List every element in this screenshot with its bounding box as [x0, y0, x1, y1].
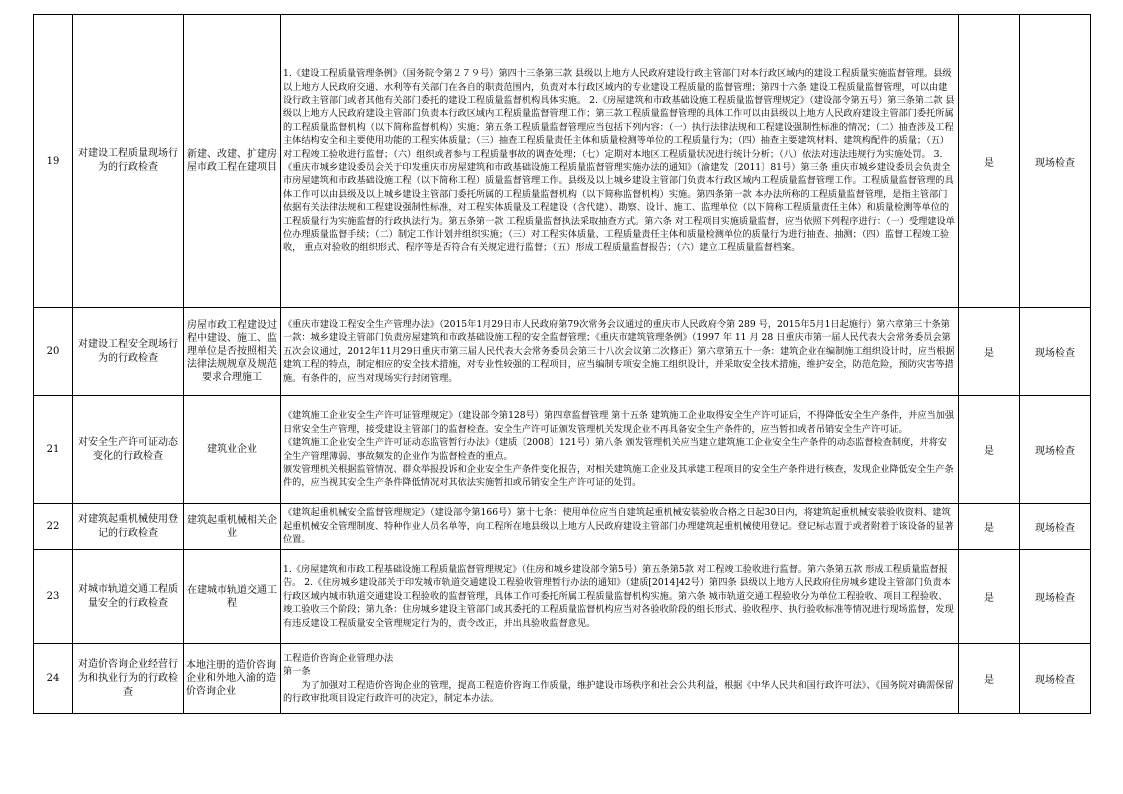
row-number: 23 [34, 550, 73, 644]
table-row [34, 550, 1091, 644]
applicable-flag: 是 [959, 396, 1020, 504]
inspection-object: 新建、改建、扩建房屋市政工程在建项目 [184, 15, 281, 308]
inspection-method: 现场检查 [1020, 396, 1091, 504]
applicable-flag: 是 [959, 644, 1020, 714]
inspection-item-name: 对城市轨道交通工程质量安全的行政检查 [73, 550, 184, 644]
basis-paragraph: 《建筑施工企业安全生产许可证动态监管暂行办法》（建质〔2008〕121号）第八条 颁发管理机关应当建立建筑施工企业安全生产条件的动态监督检查制度，并将安全生产管理薄弱、事故频发的企业作为监督检查的重点。 [283, 437, 947, 462]
basis-paragraph: 颁发管理机关根据监管情况、群众举报投诉和企业安全生产条件变化报告，对相关建筑施工企业及其承建工程项目的安全生产条件进行核查，发现企业降低安全生产条件的，应当视其安全生产条件降低情况对其依法实施暂扣或吊销安全生产许可证的处罚。 [283, 463, 954, 489]
legal-basis [281, 644, 959, 714]
basis-paragraph: 工程造价咨询企业管理办法 [283, 652, 394, 664]
inspection-object: 建筑业企业 [184, 396, 281, 504]
row-number: 22 [34, 504, 73, 550]
inspection-method: 现场检查 [1020, 308, 1091, 396]
row-number: 19 [34, 15, 73, 308]
table-row [34, 396, 1091, 504]
table-row [34, 504, 1091, 550]
basis-paragraph: 第一条 [283, 666, 311, 678]
inspection-item-name: 对安全生产许可证动态变化的行政检查 [73, 396, 184, 504]
applicable-flag: 是 [959, 308, 1020, 396]
row-number: 21 [34, 396, 73, 504]
legal-basis [281, 396, 959, 504]
legal-basis: 《重庆市建设工程安全生产管理办法》（2015年1月29日市人民政府第79次常务会议通过的重庆市人民政府令第 289 号，2015年5月1日起施行）第六章第三十条第一款：城乡建设主管部门负责房屋建筑和市政基础设施工程的安全监督管理；《重庆市建筑管理条例》（1997 年 11 月 28 日重庆市第一届人民代表大会常务委员会第五次会议通过，2012年11月29日重庆市第三届人民代表大会常务委员会第三十八次会议第二次修正）第六章第五十一条：建筑企业在编制施工组织设计时，应当根据建筑工程的特点，制定相应的安全技术措施，对专业性较强的工程项目，应当编制专项安全施工组织设计，并采取安全技术措施，维护安全，防范危险，预防灾害等措施。有条件的，应当对现场实行封闭管理。 [281, 308, 959, 396]
applicable-flag: 是 [959, 15, 1020, 308]
inspection-method: 现场检查 [1020, 550, 1091, 644]
inspection-item-name: 对建筑起重机械使用登记的行政检查 [73, 504, 184, 550]
legal-basis: 《建筑起重机械安全监督管理规定》（建设部令第166号）第十七条：使用单位应当自建筑起重机械安装验收合格之日起30日内，将建筑起重机械安装验收资料、建筑起重机械安全管理制度、特种作业人员名单等，向工程所在地县级以上地方人民政府建设主管部门办理建筑起重机械使用登记。登记标志置于或者附着于该设备的显著位置。 [281, 504, 959, 550]
row-number: 20 [34, 308, 73, 396]
applicable-flag: 是 [959, 550, 1020, 644]
legal-basis: 1.《建设工程质量管理条例》（国务院令第２７９号）第四十三条第三款 县级以上地方人民政府建设行政主管部门对本行政区域内的建设工程质量实施监督管理。县级以上地方人民政府交通、水利等有关部门在各自的职责范围内，负责对本行政区域内的专业建设工程质量的监督管理；第四十六条 建设工程质量监督管理，可以由建设行政主管部门或者其他有关部门委托的建设工程质量监督机构具体实施。 2.《房屋建筑和市政基础设施工程质量监督管理规定》（建设部令第五号）第三条第二款 县级以上地方人民政府建设主管部门负责本行政区域内工程质量监督管理工作；第三款工程质量监督管理的具体工作可以由县级以上地方人民政府建设主管部门委托所属的工程质量监督机构（以下简称监督机构）实施；第五条工程质量监督管理应当包括下列内容：（一）执行法律法规和工程建设强制性标准的情况；（二）抽查涉及工程主体结构安全和主要使用功能的工程实体质量；（三）抽查工程质量责任主体和质量检测等单位的工程质量行为；（四）抽查主要建筑材料、建筑构配件的质量；（五）对工程竣工验收进行监督；（六）组织或者参与工程质量事故的调查处理；（七）定期对本地区工程质量状况进行统计分析；（八）依法对违法违规行为实施处罚。 3.《重庆市城乡建设委员会关于印发重庆市房屋建筑和市政基础设施工程质量监督管理实施办法的通知》（渝建发〔2011〕81号）第三条 重庆市城乡建设委员会负责全市房屋建筑和市政基础设施工程（以下简称工程）质量监督管理工作。县级及以上城乡建设主管部门负责本行政区域内工程质量监督管理工作。工程质量监督管理的具体工作可以由县级及以上城乡建设主管部门委托所属的工程质量监督机构（以下简称监督机构）实施。第四条第一款 本办法所称的工程质量监督管理，是指主管部门依据有关法律法规和工程建设强制性标准，对工程实体质量及工程建设（含代建）、勘察、设计、施工、监理单位（以下简称工程质量责任主体）和质量检测等单位的工程质量行为实施监督的行政执法行为。第五条第一款 工程质量监督执法采取抽查方式。第六条 对工程项目实施质量监督，应当依照下列程序进行：（一）受理建设单位办理质量监督手续；（二）制定工作计划并组织实施；（三）对工程实体质量、工程质量责任主体和质量检测单位的质量行为进行抽查、抽测；（四）监督工程竣工验收， 重点对验收的组织形式、程序等是否符合有关规定进行监督；（五）形成工程质量监督报告；（六）建立工程质量监督档案。 [281, 15, 959, 308]
inspection-object: 房屋市政工程建设过程中建设、施工、监理单位是否按照相关法律法规规章及规范要求合理施工 [184, 308, 281, 396]
inspection-item-name: 对建设工程安全现场行为的行政检查 [73, 308, 184, 396]
row-number: 24 [34, 644, 73, 714]
table-row [34, 644, 1091, 714]
applicable-flag: 是 [959, 504, 1020, 550]
basis-paragraph: 《建筑施工企业安全生产许可证管理规定》（建设部令第128号）第四章监督管理 第十五条 建筑施工企业取得安全生产许可证后，不得降低安全生产条件，并应当加强日常安全生产管理，接受建设主管部门的监督检查。安全生产许可证颁发管理机关发现企业不再具备安全生产条件的，应当暂扣或者吊销安全生产许可证。 [283, 410, 955, 435]
legal-basis: 1.《房屋建筑和市政工程基础设施工程质量监督管理规定》（住房和城乡建设部令第5号）第五条第5款 对工程竣工验收进行监督。第六条第五款 形成工程质量监督报告。 2.《住房城乡建设部关于印发城市轨道交通建设工程验收管理暂行办法的通知》（建质[2014]42号）第四条 县级以上地方人民政府住房城乡建设主管部门负责本行政区域内城市轨道交通建设工程验收的监督管理，具体工作可委托所属工程质量监督机构实施。第六条 城市轨道交通工程验收分为单位工程验收、项目工程验收、竣工验收三个阶段；第九条：住房城乡建设主管部门或其委托的工程质量监督机构应当对各验收阶段的组长形式、验收程序、执行验收标准等情况进行现场监督，发现有违反建设工程质量安全管理规定行为的，责令改正，并出具验收监督意见。 [281, 550, 959, 644]
table-row [34, 308, 1091, 396]
inspection-item-name: 对造价咨询企业经营行为和执业行为的行政检查 [73, 644, 184, 714]
inspection-method: 现场检查 [1020, 644, 1091, 714]
inspection-method: 现场检查 [1020, 15, 1091, 308]
inspection-object: 建筑起重机械相关企业 [184, 504, 281, 550]
inspection-items-table [33, 14, 1091, 714]
inspection-object: 本地注册的造价咨询企业和外地入渝的造价咨询企业 [184, 644, 281, 714]
table-row [34, 15, 1091, 308]
inspection-object: 在建城市轨道交通工程 [184, 550, 281, 644]
inspection-method: 现场检查 [1020, 504, 1091, 550]
inspection-item-name: 对建设工程质量现场行为的行政检查 [73, 15, 184, 308]
basis-paragraph: 为了加强对工程造价咨询企业的管理，提高工程造价咨询工作质量，维护建设市场秩序和社会公共利益，根据《中华人民共和国行政许可法》、《国务院对确需保留的行政审批项目设定行政许可的决定》，制定本办法。 [283, 679, 954, 704]
